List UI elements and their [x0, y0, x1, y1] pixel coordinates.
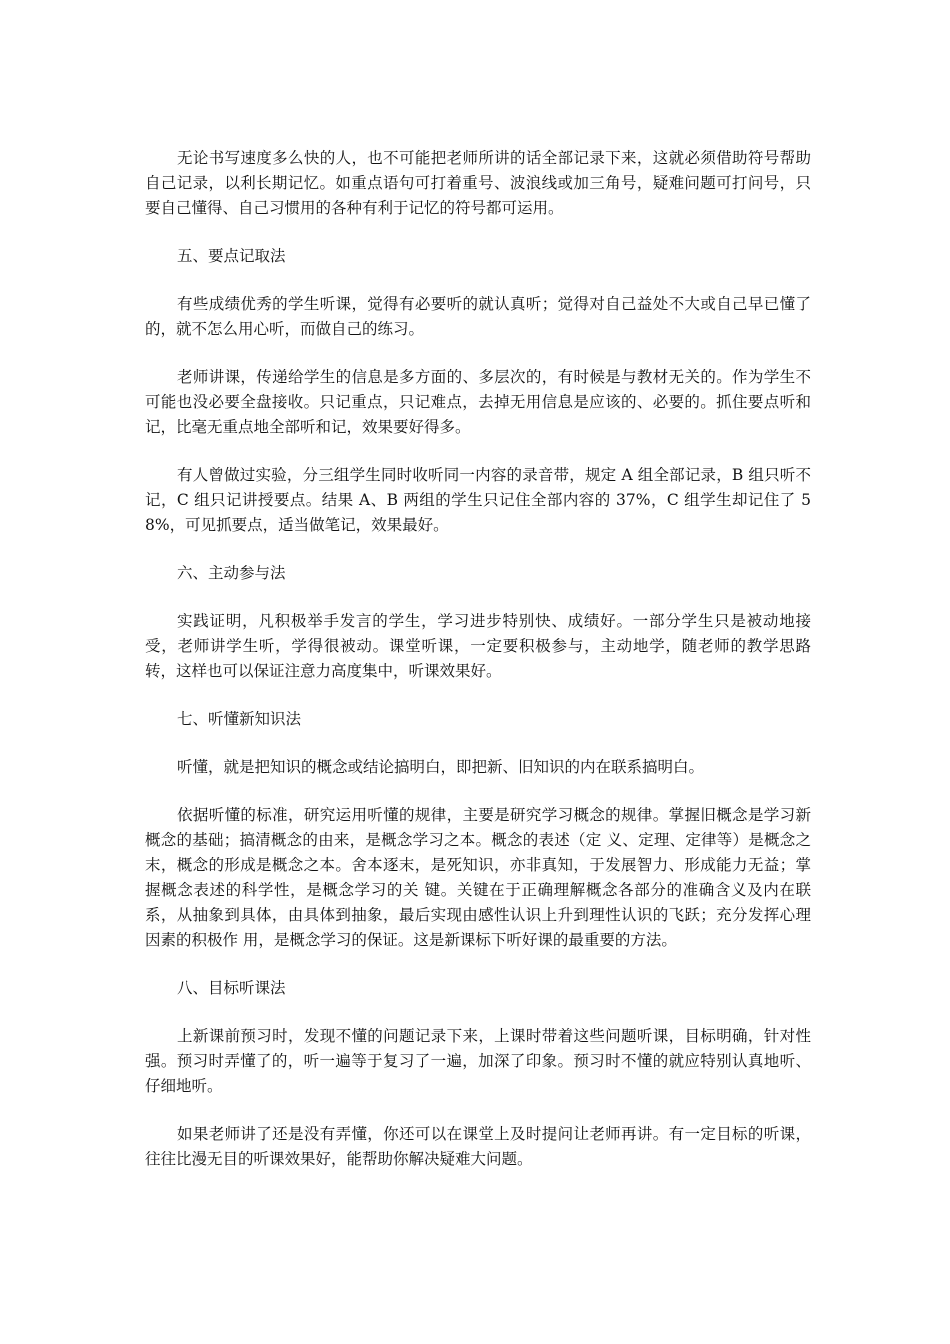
paragraph: 依据听懂的标准，研究运用听懂的规律，主要是研究学习概念的规律。掌握旧概念是学习新概念的基础；搞清概念的由来，是概念学习之本。概念的表述（定 义、定理、定律等）是概念之末，概念的形成是概念之本。舍本逐末，是死知识，亦非真知，于发展智力、形成能力无益；掌握概念表述的科学性，是概念学习的关 键。关键在于正确理解概念各部分的准确含义及内在联系，从抽象到具体，由具体到抽象，最后实现由感性认识上升到理性认识的飞跃；充分发挥心理因素的积极作 用，是概念学习的保证。这是新课标下听好课的最重要的方法。	[145, 806, 811, 949]
paragraph: 老师讲课，传递给学生的信息是多方面的、多层次的，有时候是与教材无关的。作为学生不可能也没必要全盘接收。只记重点，只记难点，去掉无用信息是应该的、必要的。抓住要点听和记，比毫无重点地全部听和记，效果要好得多。	[145, 368, 811, 436]
paragraph: 无论书写速度多么快的人，也不可能把老师所讲的话全部记录下来，这就必须借助符号帮助自己记录，以利长期记忆。如重点语句可打着重号、波浪线或加三角号，疑难问题可打问号，只要自己懂得、自己习惯用的各种有利于记忆的符号都可运用。	[145, 149, 811, 217]
paragraph: 上新课前预习时，发现不懂的问题记录下来，上课时带着这些问题听课，目标明确，针对性强。预习时弄懂了的，听一遍等于复习了一遍，加深了印象。预习时不懂的就应特别认真地听、仔细地听。	[145, 1027, 811, 1095]
section-heading: 七、听懂新知识法	[177, 710, 302, 728]
section-heading: 八、目标听课法	[177, 979, 286, 997]
paragraph: 听懂，就是把知识的概念或结论搞明白，即把新、旧知识的内在联系搞明白。	[177, 758, 705, 776]
document-body	[145, 146, 811, 1195]
paragraph: 如果老师讲了还是没有弄懂，你还可以在课堂上及时提问让老师再讲。有一定目标的听课，往往比漫无目的听课效果好，能帮助你解决疑难大问题。	[145, 1125, 811, 1168]
paragraph: 有人曾做过实验，分三组学生同时收听同一内容的录音带，规定 A 组全部记录，B 组只听不记，C 组只记讲授要点。结果 A、B 两组的学生只记住全部内容的 37%，C 组学生却记住了 58%，可见抓要点，适当做笔记，效果最好。	[145, 466, 811, 534]
section-heading: 五、要点记取法	[177, 247, 286, 265]
section-heading: 六、主动参与法	[177, 564, 286, 582]
paragraph: 有些成绩优秀的学生听课，觉得有必要听的就认真听；觉得对自己益处不大或自己早已懂了的，就不怎么用心听，而做自己的练习。	[145, 295, 811, 338]
paragraph: 实践证明，凡积极举手发言的学生，学习进步特别快、成绩好。一部分学生只是被动地接受，老师讲学生听，学得很被动。课堂听课，一定要积极参与，主动地学，随老师的教学思路转，这样也可以保证注意力高度集中，听课效果好。	[145, 612, 811, 680]
